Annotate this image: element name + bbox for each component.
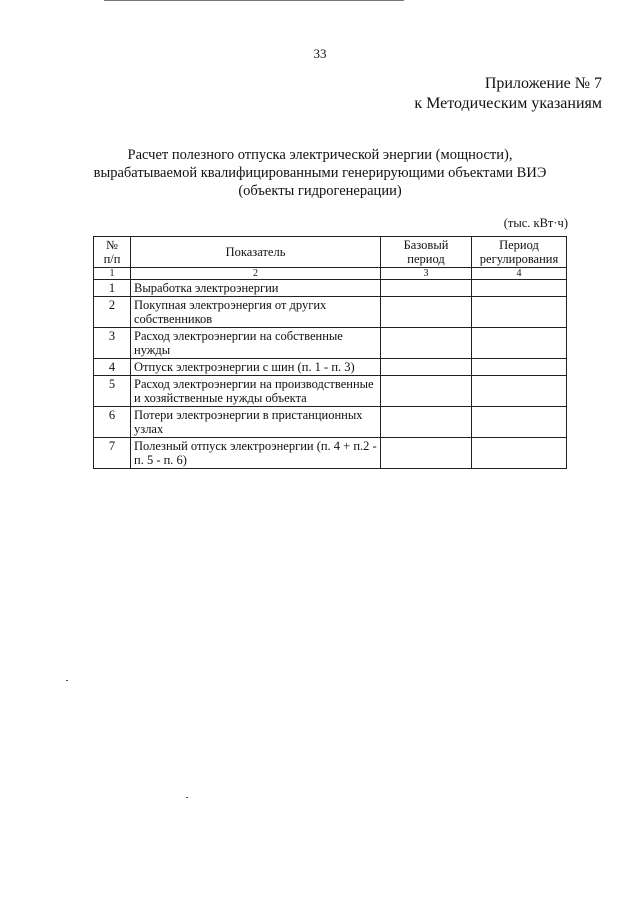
row-number: 4 bbox=[94, 359, 131, 376]
header-num-line-1: № bbox=[106, 238, 118, 252]
header-base-line-2: период bbox=[407, 252, 445, 266]
row-base-value bbox=[381, 407, 472, 438]
row-base-value bbox=[381, 438, 472, 469]
row-base-value bbox=[381, 280, 472, 297]
row-reg-value bbox=[472, 280, 567, 297]
row-base-value bbox=[381, 328, 472, 359]
column-number: 4 bbox=[472, 268, 567, 280]
document-title bbox=[60, 146, 580, 200]
row-base-value bbox=[381, 297, 472, 328]
table-row bbox=[94, 280, 567, 297]
column-number-row bbox=[94, 268, 567, 280]
header-base-period bbox=[381, 237, 472, 268]
row-number: 6 bbox=[94, 407, 131, 438]
appendix-header bbox=[414, 74, 602, 114]
calculation-table bbox=[93, 236, 567, 469]
page-number: 33 bbox=[313, 46, 327, 61]
table-row bbox=[94, 297, 567, 328]
row-indicator: Расход электроэнергии на собственные нужды bbox=[131, 328, 381, 359]
appendix-line-2: к Методическим указаниям bbox=[414, 95, 602, 112]
row-base-value bbox=[381, 359, 472, 376]
units-label: (тыс. кВт·ч) bbox=[503, 216, 568, 230]
title-line-1: Расчет полезного отпуска электрической энергии (мощности), bbox=[127, 147, 513, 163]
header-reg-line-2: регулирования bbox=[479, 252, 559, 266]
header-num bbox=[94, 237, 131, 268]
row-indicator: Покупная электроэнергия от других собственников bbox=[131, 297, 381, 328]
row-reg-value bbox=[472, 438, 567, 469]
column-number: 3 bbox=[381, 268, 472, 280]
row-reg-value bbox=[472, 297, 567, 328]
header-regulation-period bbox=[472, 237, 567, 268]
header-reg-line-1: Период bbox=[499, 238, 539, 252]
row-indicator: Расход электроэнергии на производственные и хозяйственные нужды объекта bbox=[131, 376, 381, 407]
row-indicator: Выработка электроэнергии bbox=[131, 280, 381, 297]
table-row bbox=[94, 328, 567, 359]
header-base-line-1: Базовый bbox=[403, 238, 449, 252]
row-base-value bbox=[381, 376, 472, 407]
row-number: 2 bbox=[94, 297, 131, 328]
row-number: 5 bbox=[94, 376, 131, 407]
table-row bbox=[94, 376, 567, 407]
column-number: 2 bbox=[131, 268, 381, 280]
row-reg-value bbox=[472, 376, 567, 407]
column-number: 1 bbox=[94, 268, 131, 280]
header-indicator: Показатель bbox=[131, 237, 381, 268]
row-indicator: Потери электроэнергии в пристанционных узлах bbox=[131, 407, 381, 438]
row-number: 1 bbox=[94, 280, 131, 297]
row-number: 7 bbox=[94, 438, 131, 469]
row-indicator: Отпуск электроэнергии с шин (п. 1 - п. 3) bbox=[131, 359, 381, 376]
table-row bbox=[94, 359, 567, 376]
row-reg-value bbox=[472, 407, 567, 438]
row-reg-value bbox=[472, 359, 567, 376]
table-row bbox=[94, 438, 567, 469]
appendix-line-1: Приложение № 7 bbox=[484, 75, 602, 92]
scan-top-line bbox=[104, 0, 404, 1]
header-num-line-2: п/п bbox=[103, 252, 121, 266]
scan-speck bbox=[186, 797, 188, 798]
table-header-row bbox=[94, 237, 567, 268]
table-row bbox=[94, 407, 567, 438]
row-indicator: Полезный отпуск электроэнергии (п. 4 + п.2 - п. 5 - п. 6) bbox=[131, 438, 381, 469]
row-number: 3 bbox=[94, 328, 131, 359]
title-line-2: вырабатываемой квалифицированными генерирующими объектами ВИЭ bbox=[93, 165, 547, 181]
title-line-3: (объекты гидрогенерации) bbox=[238, 183, 402, 199]
scan-speck bbox=[66, 680, 68, 681]
row-reg-value bbox=[472, 328, 567, 359]
